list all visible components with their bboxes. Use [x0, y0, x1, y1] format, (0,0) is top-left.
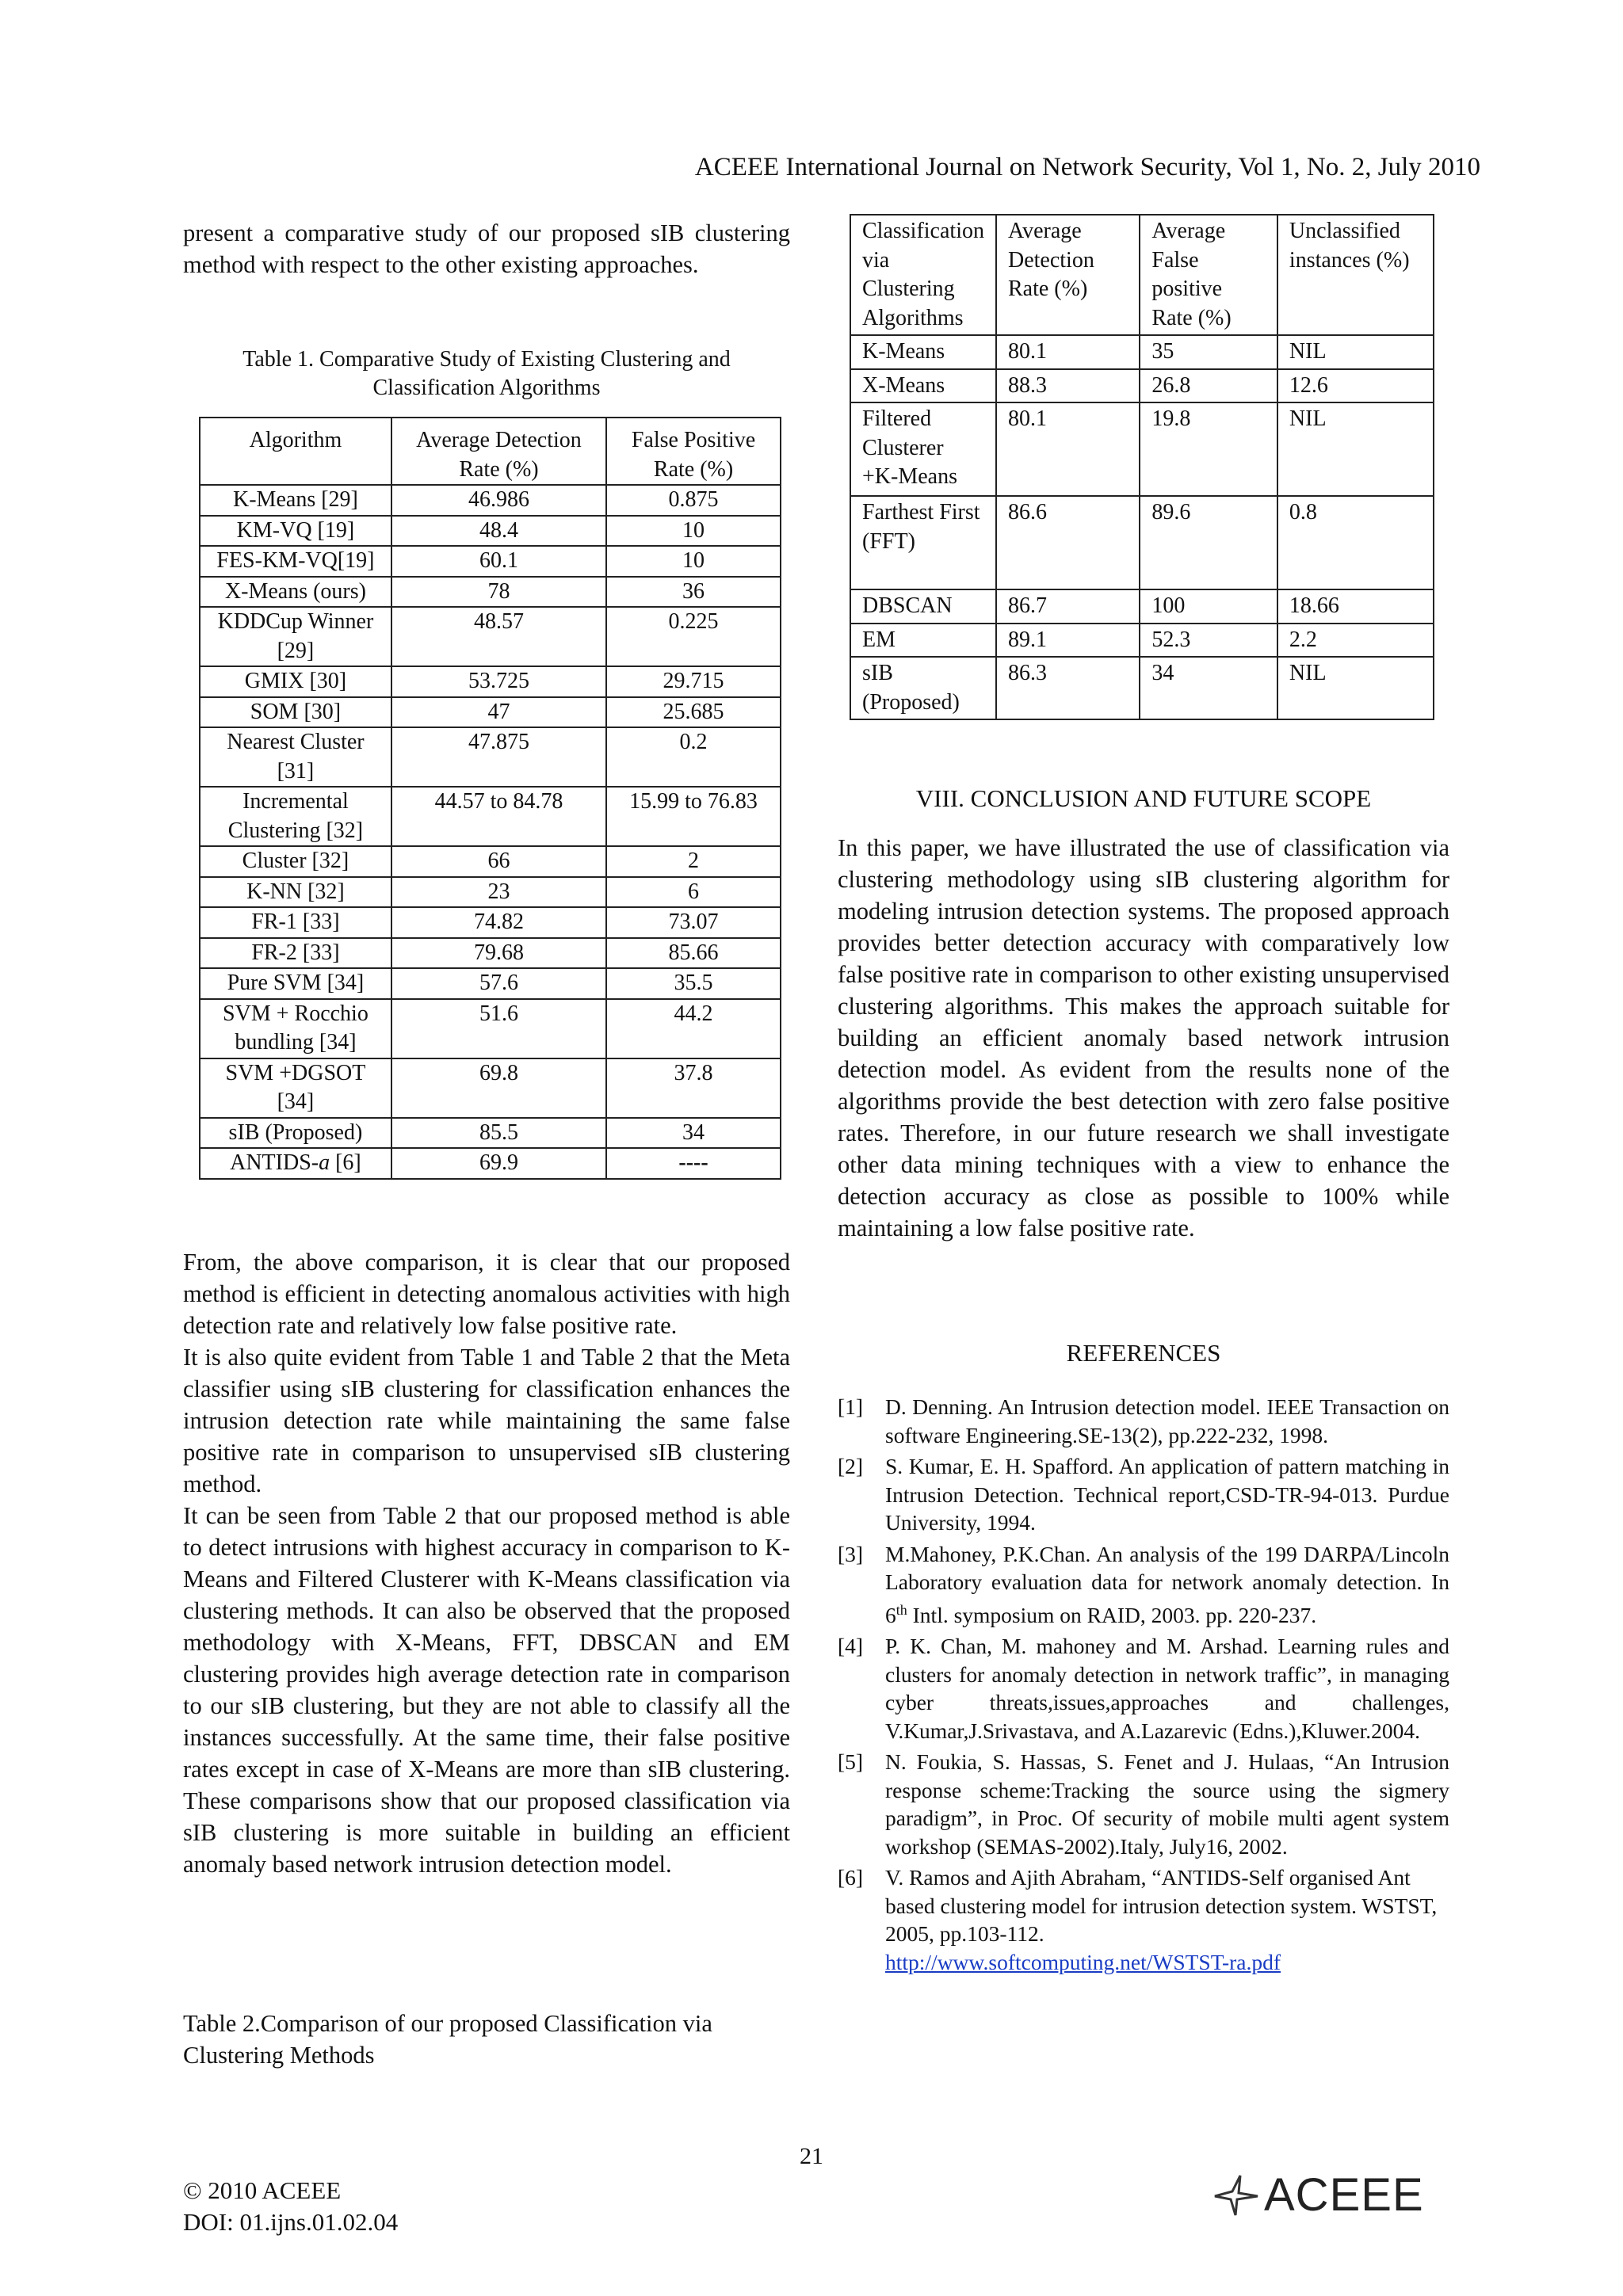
table-cell: K-Means: [850, 335, 996, 369]
table-cell: sIB (Proposed): [850, 657, 996, 719]
table-row: [200, 546, 781, 577]
table-cell: GMIX [30]: [200, 666, 391, 697]
reference-text: [885, 1540, 1449, 1630]
table-row: [200, 999, 781, 1058]
table-cell: ANTIDS-a [6]: [200, 1148, 391, 1179]
intro-paragraph: present a comparative study of our proposed sIB clustering method with respect to the other existing approaches.: [183, 219, 790, 278]
table-cell: Incremental Clustering [32]: [200, 787, 391, 846]
reference-5: [838, 1748, 1449, 1860]
table-row: [200, 727, 781, 787]
table-cell: 0.875: [606, 485, 781, 516]
conclusion-paragraph: In this paper, we have illustrated the use of classification via clustering methodology using sIB clustering algorithm for modeling intrusion detection systems. The proposed approach provides better detection accuracy with comparatively low false positive rate in comparison to other existing unsupervised clustering algorithms. This makes the approach suitable for building an efficient anomaly based network intrusion detection model. As evident from the results none of the algorithms provide the best detection with zero false positive rates. Therefore, in our future research we shall investigate other data mining techniques with a view to enhance the detection accuracy as close as possible to 100% while maintaining a low false positive rate.: [838, 834, 1449, 1241]
reference-number: [2]: [838, 1454, 864, 1478]
table-cell: 48.57: [391, 607, 606, 666]
table-row: [200, 787, 781, 846]
reference-number: [6]: [838, 1865, 864, 1890]
table-cell: 47.875: [391, 727, 606, 787]
table-row: [200, 697, 781, 728]
table-cell: Farthest First (FFT): [850, 496, 996, 589]
table-cell: 80.1: [996, 335, 1140, 369]
table-cell: X-Means: [850, 369, 996, 403]
table-cell: 6: [606, 877, 781, 908]
table-cell: 57.6: [391, 968, 606, 999]
table-row: [200, 1118, 781, 1149]
table-cell: 23: [391, 877, 606, 908]
table-row: [200, 968, 781, 999]
references-heading: REFERENCES: [1066, 1339, 1221, 1367]
table-cell: 26.8: [1140, 369, 1277, 403]
column-header: Classification via Clustering Algorithms: [850, 215, 996, 335]
publisher-logo: [1209, 2168, 1454, 2221]
table-cell: 66: [391, 846, 606, 877]
table-cell: 18.66: [1277, 589, 1434, 624]
table-cell: 47: [391, 697, 606, 728]
table-row: [850, 589, 1434, 624]
table-row: [200, 907, 781, 938]
table-row: [200, 485, 781, 516]
table-cell: 85.5: [391, 1118, 606, 1149]
reference-text: P. K. Chan, M. mahoney and M. Arshad. Learning rules and clusters for anomaly detection in network traffic”, in managing cyber threats,issues,approaches and challenges, V.Kumar,J.Srivastava, and A.Lazarevic (Edns.),Kluwer.2004.: [885, 1634, 1449, 1743]
table-row: [200, 516, 781, 547]
table-cell: 34: [1140, 657, 1277, 719]
reference-text-part: Intl. symposium on RAID, 2003. pp. 220-237.: [907, 1602, 1317, 1627]
page-number: 21: [800, 2143, 823, 2169]
reference-2: [838, 1452, 1449, 1537]
table-header-row: [850, 215, 1434, 335]
table-cell: 51.6: [391, 999, 606, 1058]
table-row: [850, 402, 1434, 496]
column-header: Unclassified instances (%): [1277, 215, 1434, 335]
reference-text: S. Kumar, E. H. Spafford. An application of pattern matching in Intrusion Detection. Technical report,CSD-TR-94-013. Purdue University, 1994.: [885, 1454, 1449, 1535]
reference-link[interactable]: http://www.softcomputing.net/WSTST-ra.pdf: [885, 1949, 1281, 1974]
table-cell: SOM [30]: [200, 697, 391, 728]
reference-text: N. Foukia, S. Hassas, S. Fenet and J. Hulaas, “An Intrusion response scheme:Tracking the source using the sigmery paradigm”, in Proc. Of security of mobile multi agent system workshop (SEMAS-2002).Italy, July16, 2002.: [885, 1749, 1449, 1859]
column-header: Average Detection Rate (%): [391, 418, 606, 485]
table-cell: 0.2: [606, 727, 781, 787]
table-cell: FES-KM-VQ[19]: [200, 546, 391, 577]
logo-text: ACEEE: [1264, 2168, 1424, 2221]
column-header: Algorithm: [200, 418, 391, 485]
table-cell: 69.8: [391, 1058, 606, 1118]
reference-number: [5]: [838, 1749, 864, 1775]
table-cell: NIL: [1277, 402, 1434, 496]
table-cell: 85.66: [606, 938, 781, 969]
table-cell: 80.1: [996, 402, 1140, 496]
table-row: [200, 577, 781, 608]
table-cell: 86.7: [996, 589, 1140, 624]
table-cell: 19.8: [1140, 402, 1277, 496]
table-cell: 86.3: [996, 657, 1140, 719]
table-row: [200, 607, 781, 666]
table-cell: DBSCAN: [850, 589, 996, 624]
column-header: Average Detection Rate (%): [996, 215, 1140, 335]
table-cell: SVM +DGSOT [34]: [200, 1058, 391, 1118]
table-cell: NIL: [1277, 657, 1434, 719]
references-list: [838, 1393, 1449, 1979]
table-cell: 78: [391, 577, 606, 608]
table-cell: 100: [1140, 589, 1277, 624]
table-row: [850, 657, 1434, 719]
table-cell: EM: [850, 624, 996, 658]
table-row: [200, 666, 781, 697]
table-cell: 89.6: [1140, 496, 1277, 589]
table-cell: 35.5: [606, 968, 781, 999]
table-cell: K-Means [29]: [200, 485, 391, 516]
left-body-text: [183, 1246, 790, 1880]
table-row: [850, 369, 1434, 403]
table-row: [200, 1148, 781, 1179]
table-row: [850, 624, 1434, 658]
paragraph-comparison: From, the above comparison, it is clear that our proposed method is efficient in detecting anomalous activities with high detection rate and relatively low false positive rate.: [183, 1249, 790, 1339]
table-row: [200, 846, 781, 877]
table-cell: 79.68: [391, 938, 606, 969]
copyright: © 2010 ACEEE: [183, 2176, 342, 2204]
table-cell: FR-2 [33]: [200, 938, 391, 969]
star-icon: [1209, 2172, 1264, 2217]
table-cell: Nearest Cluster [31]: [200, 727, 391, 787]
table-cell: 88.3: [996, 369, 1140, 403]
reference-number: [1]: [838, 1394, 864, 1419]
table-row: [200, 938, 781, 969]
table-cell: NIL: [1277, 335, 1434, 369]
table-row: [200, 1058, 781, 1118]
table-cell: KDDCup Winner [29]: [200, 607, 391, 666]
table-cell: 74.82: [391, 907, 606, 938]
table-cell: K-NN [32]: [200, 877, 391, 908]
table-row: [200, 877, 781, 908]
table-cell: 73.07: [606, 907, 781, 938]
table-cell: Filtered Clusterer +K-Means: [850, 402, 996, 496]
paragraph-table2-analysis: It can be seen from Table 2 that our proposed method is able to detect intrusions with highest accuracy in comparison to K-Means and Filtered Clusterer with K-Means classification via clustering methods. It can also be observed that the proposed methodology with X-Means, FFT, DBSCAN and EM clustering provides high average detection rate in comparison to our sIB clustering, but they are not able to classify all the instances successfully. At the same time, their false positive rates except in case of X-Means are more than sIB clustering. These comparisons show that our proposed classification via sIB clustering is more suitable in building an efficient anomaly based network intrusion detection model.: [183, 1502, 790, 1878]
table-cell: 0.8: [1277, 496, 1434, 589]
table-cell: 36: [606, 577, 781, 608]
paragraph-meta-classifier: It is also quite evident from Table 1 and Table 2 that the Meta classifier using sIB clustering for classification enhances the intrusion detection rate while maintaining the same false positive rate in comparison to unsupervised sIB clustering method.: [183, 1344, 790, 1497]
reference-3: [838, 1540, 1449, 1630]
table-row: [850, 335, 1434, 369]
table-cell: 29.715: [606, 666, 781, 697]
superscript: th: [896, 1601, 907, 1618]
table2-caption: Table 2.Comparison of our proposed Classification via Clustering Methods: [183, 2010, 712, 2069]
table-cell: 46.986: [391, 485, 606, 516]
table-cell: 2: [606, 846, 781, 877]
reference-text-part: M.Mahoney, P.K.Chan. An analysis of the 199 DARPA/Lincoln Laboratory evaluation data for network anomaly detection. In 6: [885, 1541, 1449, 1627]
table-cell: 44.57 to 84.78: [391, 787, 606, 846]
table-cell: 60.1: [391, 546, 606, 577]
reference-text-part: V. Ramos and Ajith Abraham, “ANTIDS-Self organised Ant based clustering model for intrusion detection system. WSTST, 2005, pp.103-112.: [885, 1865, 1438, 1947]
table-cell: 69.9: [391, 1148, 606, 1179]
table-cell: 89.1: [996, 624, 1140, 658]
table-cell: 25.685: [606, 697, 781, 728]
table-header-row: [200, 418, 781, 485]
table-cell: 34: [606, 1118, 781, 1149]
table-1: [199, 417, 781, 1180]
table-row: [850, 496, 1434, 589]
reference-text: D. Denning. An Intrusion detection model. IEEE Transaction on software Engineering.SE-13(2), pp.222-232, 1998.: [885, 1394, 1449, 1447]
reference-text: [885, 1863, 1449, 1976]
column-header: Average False positive Rate (%): [1140, 215, 1277, 335]
doi: DOI: 01.ijns.01.02.04: [183, 2208, 399, 2236]
table-cell: Cluster [32]: [200, 846, 391, 877]
reference-6: [838, 1863, 1449, 1976]
reference-1: [838, 1393, 1449, 1449]
table-cell: 2.2: [1277, 624, 1434, 658]
table-cell: 35: [1140, 335, 1277, 369]
table1-caption: Table 1. Comparative Study of Existing Clustering and Classification Algorithms: [242, 347, 731, 400]
table-cell: Pure SVM [34]: [200, 968, 391, 999]
reference-4: [838, 1632, 1449, 1745]
table-cell: 52.3: [1140, 624, 1277, 658]
table-cell: 0.225: [606, 607, 781, 666]
table-cell: 37.8: [606, 1058, 781, 1118]
table-cell: 10: [606, 546, 781, 577]
table-cell: 10: [606, 516, 781, 547]
table-cell: KM-VQ [19]: [200, 516, 391, 547]
table-cell: SVM + Rocchio bundling [34]: [200, 999, 391, 1058]
table-cell: 12.6: [1277, 369, 1434, 403]
table-cell: 86.6: [996, 496, 1140, 589]
table-2: [850, 214, 1434, 720]
section-heading-conclusion: VIII. CONCLUSION AND FUTURE SCOPE: [915, 784, 1372, 812]
table-cell: 53.725: [391, 666, 606, 697]
table-cell: 48.4: [391, 516, 606, 547]
running-header: ACEEE International Journal on Network Security, Vol 1, No. 2, July 2010: [694, 153, 1480, 181]
table-cell: 44.2: [606, 999, 781, 1058]
reference-number: [3]: [838, 1541, 864, 1566]
table-cell: sIB (Proposed): [200, 1118, 391, 1149]
column-header: False Positive Rate (%): [606, 418, 781, 485]
table-cell: X-Means (ours): [200, 577, 391, 608]
reference-number: [4]: [838, 1634, 864, 1659]
table-cell: 15.99 to 76.83: [606, 787, 781, 846]
footer-left: [183, 2175, 398, 2238]
table-cell: FR-1 [33]: [200, 907, 391, 938]
table-cell: ----: [606, 1148, 781, 1179]
